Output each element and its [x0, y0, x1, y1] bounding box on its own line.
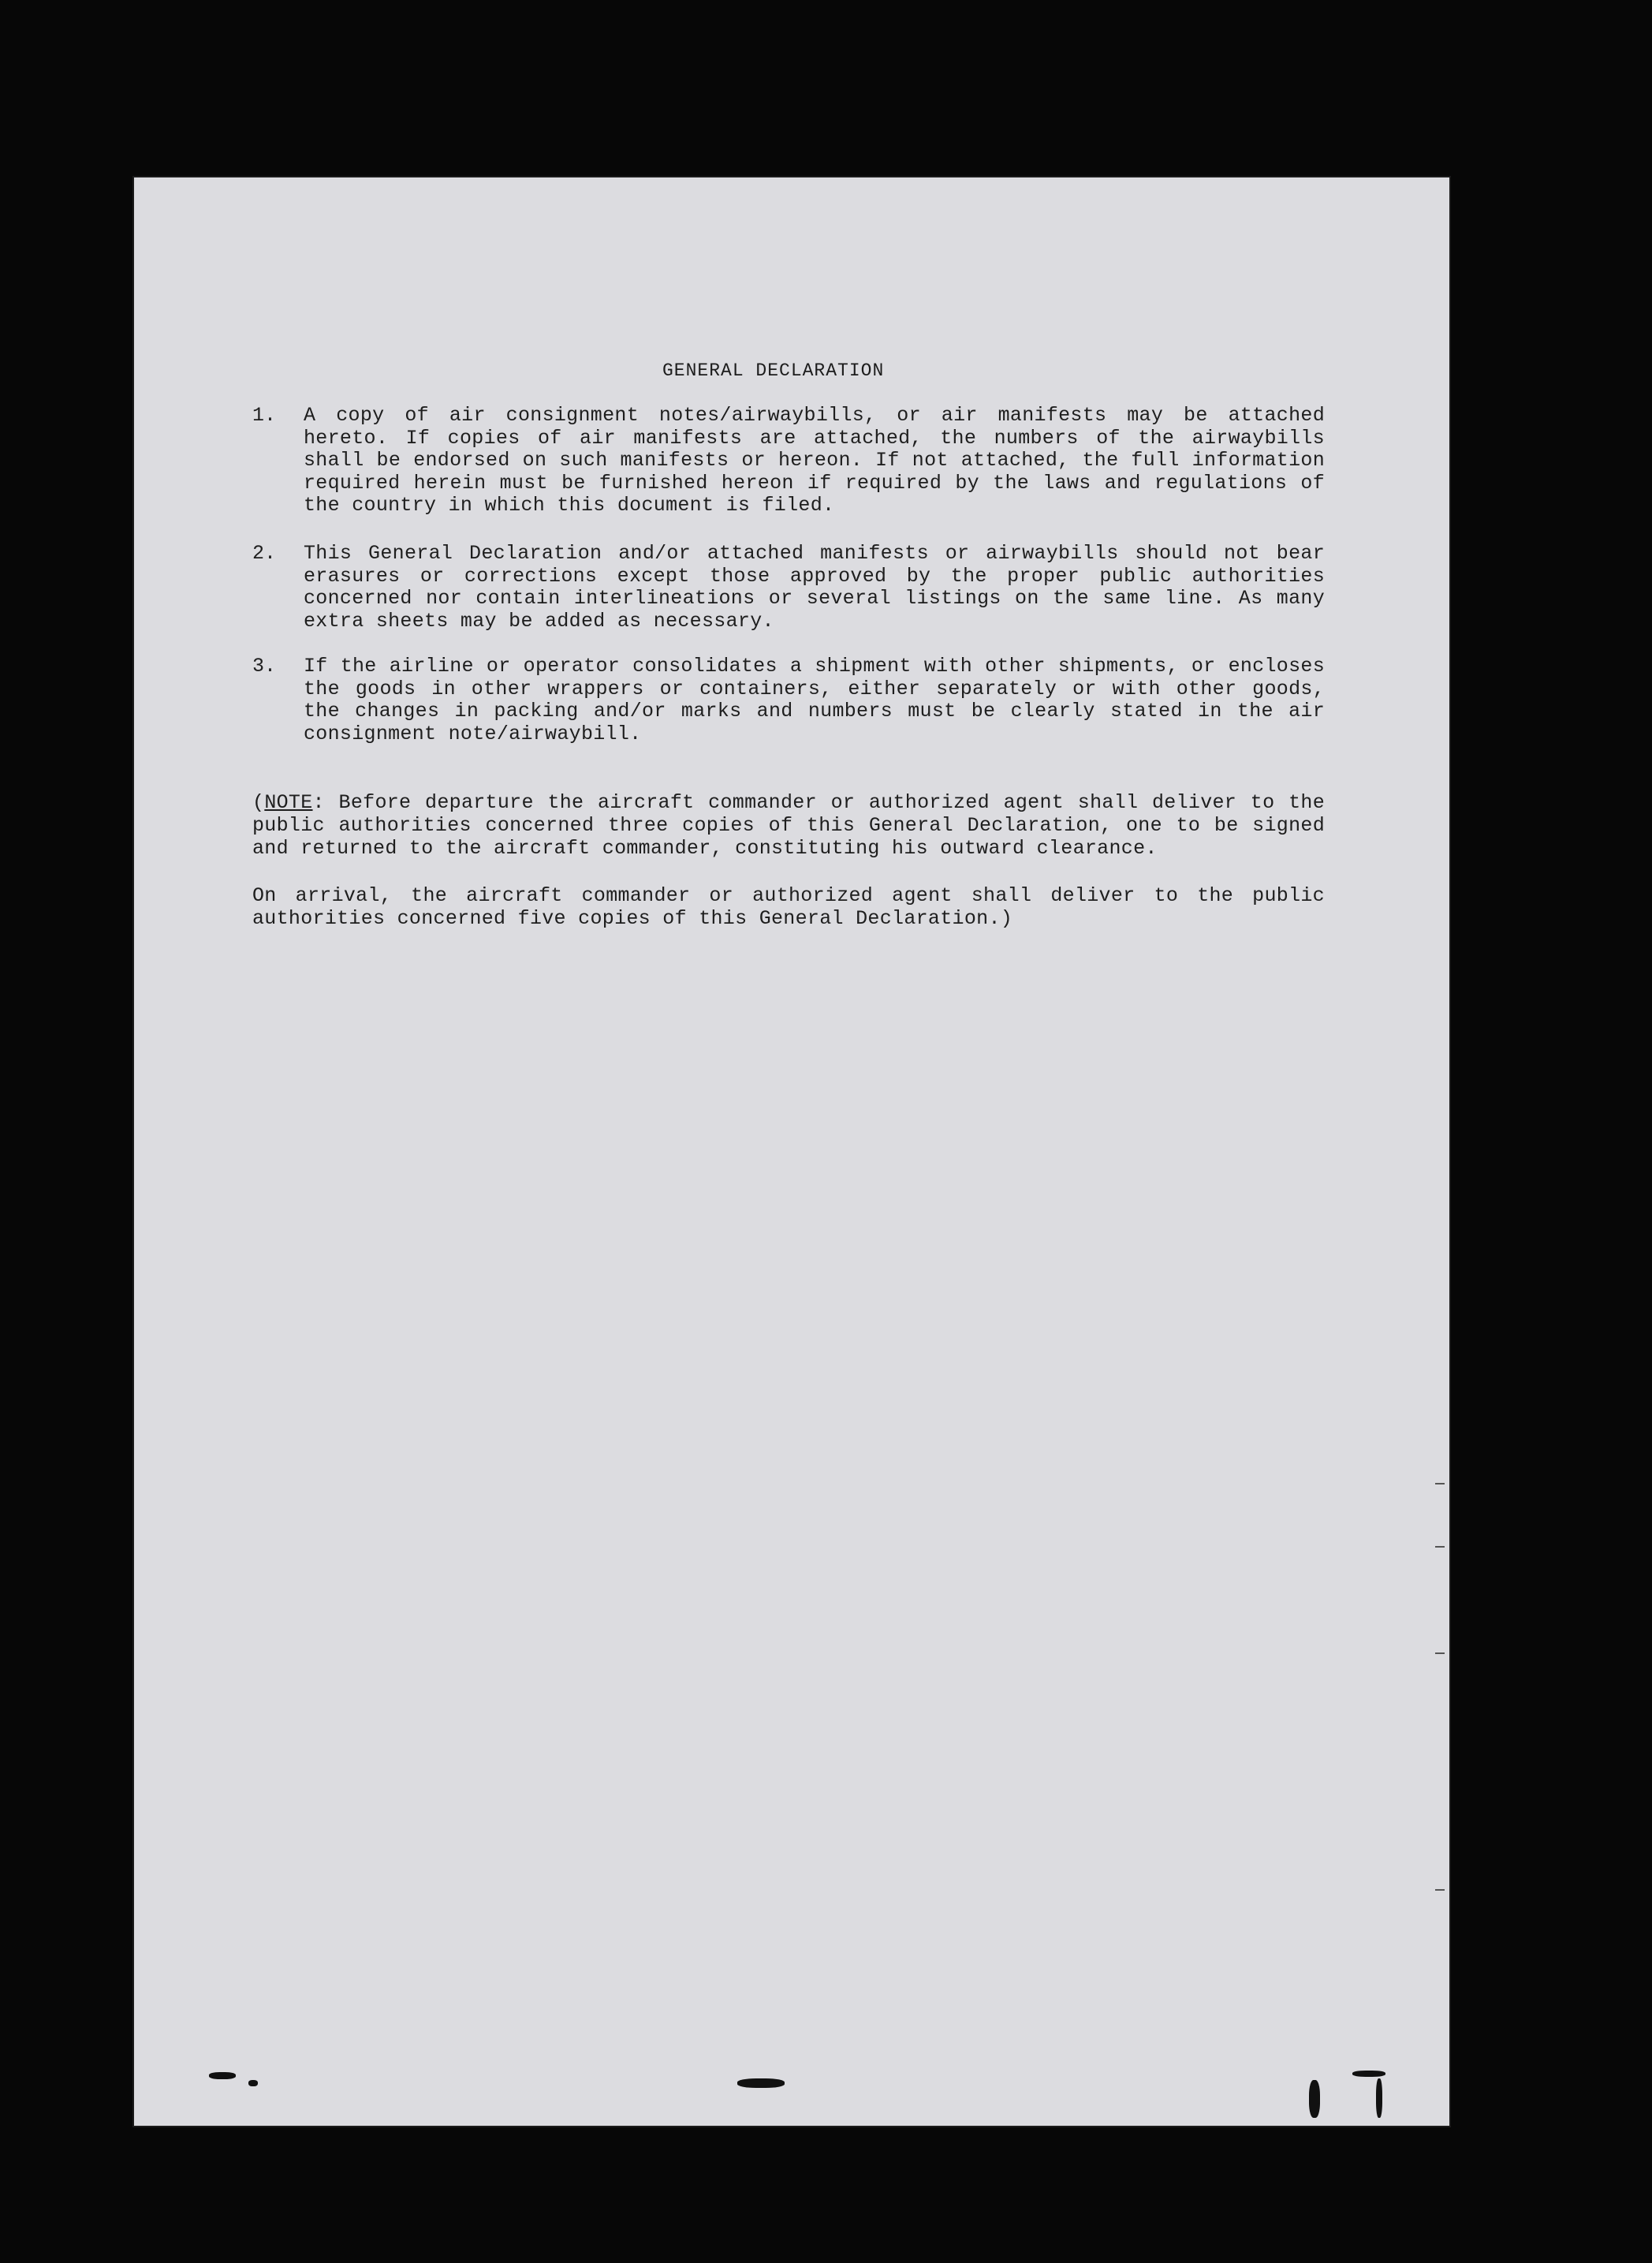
list-item	[252, 543, 1325, 633]
item-number: 3.	[252, 655, 277, 678]
page-title: GENERAL DECLARATION	[662, 360, 885, 381]
item-text: A copy of air consignment notes/airwaybills, or air manifests may be attached hereto. If copies of air manifests are attached, the numbers of the airwaybills shall be endorsed on such manifests or hereon. If not attached, the full information required herein must be furnished hereon if required by the laws and regulations of the country in which this document is filed.	[304, 404, 1325, 517]
item-number: 2.	[252, 542, 277, 565]
document-page	[134, 177, 1449, 2126]
scan-speck	[1376, 2078, 1382, 2118]
edge-mark	[1435, 1652, 1445, 1654]
edge-mark	[1435, 1483, 1445, 1484]
note-text: Before departure the aircraft commander or authorized agent shall deliver to the public authorities concerned three copies of this General Declaration, one to be signed and returned to the aircraft commander, constituting his outward clearance.	[252, 791, 1325, 860]
list-item	[252, 405, 1325, 517]
note-open-paren: (	[252, 791, 265, 814]
scan-speck	[248, 2080, 258, 2086]
note-label: NOTE	[264, 791, 313, 814]
item-number: 1.	[252, 404, 277, 427]
item-text: If the airline or operator consolidates a shipment with other shipments, or encloses the goods in other wrappers or containers, either separately or with other goods, the changes in packing and/or marks and numbers must be clearly stated in the air consignment note/airwaybill.	[304, 655, 1325, 745]
list-item	[252, 655, 1325, 745]
arrival-paragraph: On arrival, the aircraft commander or authorized agent shall deliver to the public authorities concerned five copies of this General Declaration.)	[252, 884, 1325, 930]
scan-speck	[737, 2078, 785, 2088]
scan-speck	[209, 2072, 236, 2079]
edge-mark	[1435, 1889, 1445, 1891]
item-text: This General Declaration and/or attached manifests or airwaybills should not bear erasures or corrections except those approved by the proper public authorities concerned nor contain interlineations or several listings on the same line. As many extra sheets may be added as necessary.	[304, 542, 1325, 633]
note-colon: :	[312, 791, 325, 814]
note-paragraph	[252, 791, 1325, 860]
scan-speck	[1352, 2071, 1385, 2077]
edge-mark	[1435, 1546, 1445, 1548]
scan-speck	[1309, 2080, 1320, 2118]
